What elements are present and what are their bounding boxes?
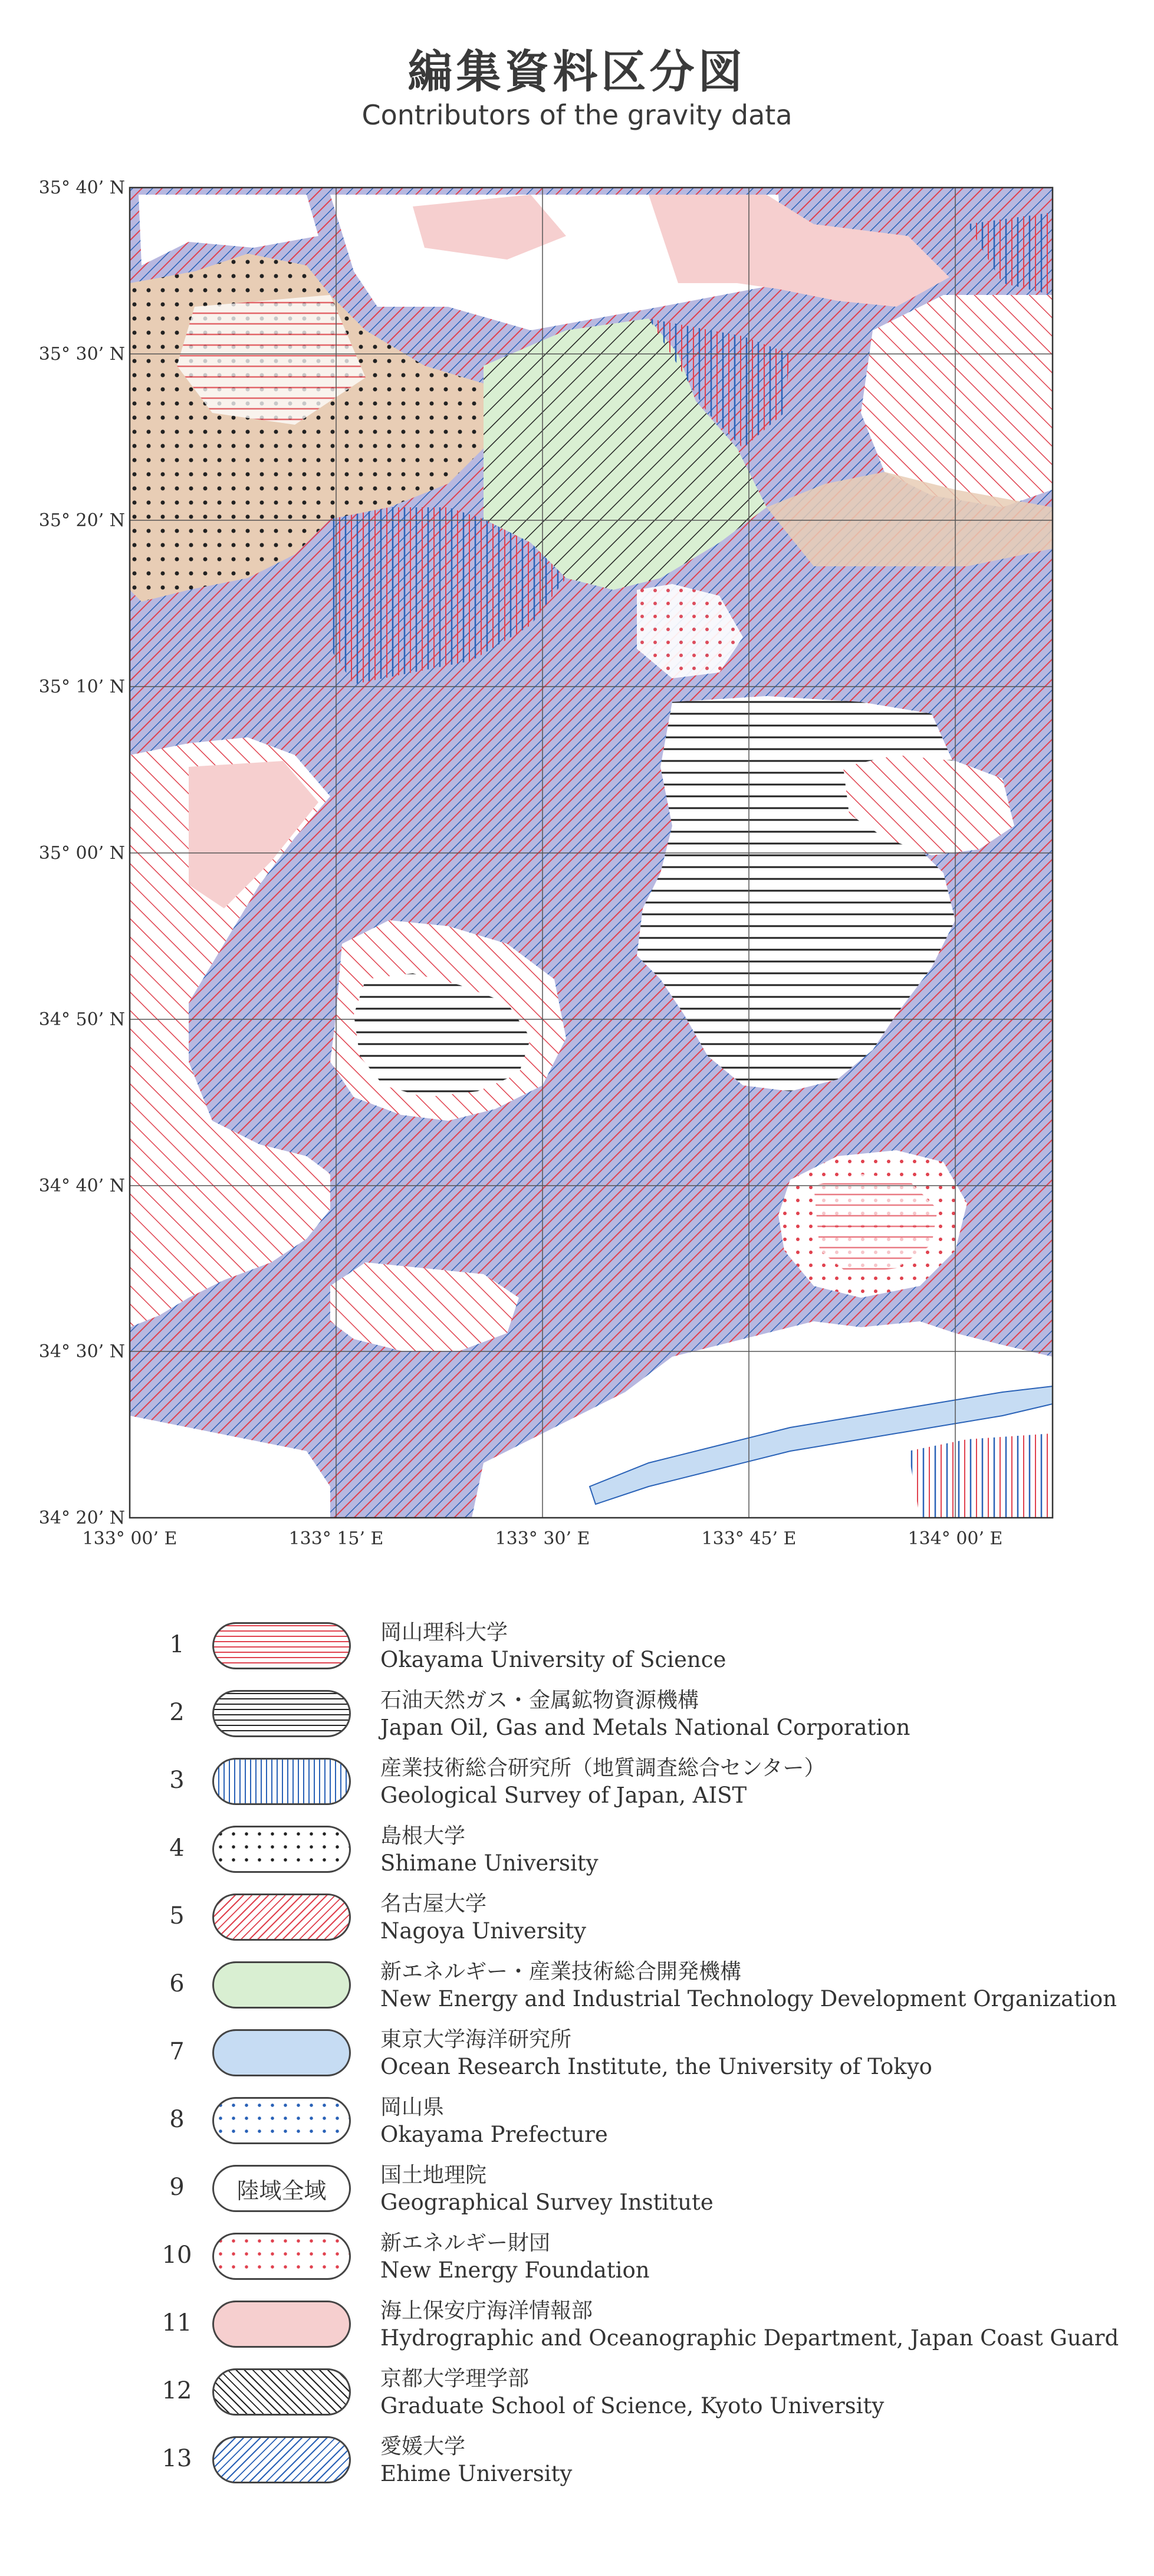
legend-swatch-text: 陸域全域 bbox=[212, 2165, 351, 2212]
lat-label: 35° 30’ N bbox=[38, 344, 125, 365]
legend-item bbox=[159, 2162, 1126, 2221]
legend-swatch-light-blue-fill bbox=[212, 2029, 351, 2076]
legend-swatch-blue-vertical bbox=[212, 1758, 351, 1805]
title-japanese: 編集資料区分図 bbox=[407, 45, 747, 98]
legend-label-ja: 東京大学海洋研究所 bbox=[380, 2027, 572, 2052]
legend-item bbox=[159, 2365, 1126, 2424]
legend-label-ja: 岡山県 bbox=[380, 2095, 445, 2119]
lat-label: 35° 40’ N bbox=[38, 178, 125, 198]
legend-label-ja: 国土地理院 bbox=[380, 2163, 487, 2187]
lon-label: 133° 15’ E bbox=[288, 1528, 384, 1549]
legend-label-en: New Energy Foundation bbox=[380, 2257, 650, 2283]
legend-swatch-red-dots bbox=[212, 2233, 351, 2280]
legend-label-ja: 新エネルギー・産業技術総合開発機構 bbox=[380, 1960, 742, 1984]
lat-label: 35° 00’ N bbox=[38, 843, 125, 864]
legend-number: 2 bbox=[169, 1699, 185, 1726]
legend-item bbox=[159, 1823, 1126, 1882]
lat-label: 35° 10’ N bbox=[38, 677, 125, 697]
lon-label: 133° 00’ E bbox=[82, 1528, 177, 1549]
legend-label-en: Japan Oil, Gas and Metals National Corporation bbox=[380, 1715, 910, 1740]
legend-label-en: Nagoya University bbox=[380, 1918, 587, 1944]
legend-label-en: Okayama University of Science bbox=[380, 1647, 726, 1672]
title-english: Contributors of the gravity data bbox=[361, 99, 793, 131]
legend-label-en: Hydrographic and Oceanographic Department, Japan Coast Guard bbox=[380, 2325, 1119, 2351]
legend-swatch-blue-diagonal bbox=[212, 2436, 351, 2483]
legend-item bbox=[159, 2230, 1126, 2289]
legend-label-en: Ocean Research Institute, the University of Tokyo bbox=[380, 2054, 932, 2079]
legend-number: 11 bbox=[162, 2309, 192, 2337]
lon-label: 133° 45’ E bbox=[701, 1528, 797, 1549]
legend-label-ja: 岡山理科大学 bbox=[380, 1620, 508, 1645]
legend-swatch-red-horizontal bbox=[212, 1622, 351, 1669]
legend-label-en: Geographical Survey Institute bbox=[380, 2190, 714, 2215]
legend-item bbox=[159, 2094, 1126, 2153]
legend-label-ja: 島根大学 bbox=[380, 1824, 466, 1848]
legend-number: 8 bbox=[169, 2106, 185, 2133]
legend-swatch-black-horizontal bbox=[212, 1690, 351, 1737]
legend-label-en: Geological Survey of Japan, AIST bbox=[380, 1783, 747, 1808]
legend-item bbox=[159, 1958, 1126, 2017]
legend-label-ja: 産業技術総合研究所（地質調査総合センター） bbox=[380, 1756, 826, 1780]
legend-label-en: Ehime University bbox=[380, 2461, 573, 2486]
legend-number: 10 bbox=[162, 2242, 192, 2269]
legend-number: 9 bbox=[169, 2174, 185, 2201]
legend-number: 7 bbox=[169, 2038, 185, 2065]
legend-item bbox=[159, 1755, 1126, 1814]
lat-label: 34° 50’ N bbox=[38, 1009, 125, 1030]
legend-number: 3 bbox=[169, 1767, 185, 1794]
lon-label: 133° 30’ E bbox=[495, 1528, 590, 1549]
legend-label-ja: 石油天然ガス・金属鉱物資源機構 bbox=[380, 1688, 699, 1712]
legend-swatch-black-diagonal bbox=[212, 2368, 351, 2416]
legend-swatch-pink-fill bbox=[212, 2301, 351, 2348]
legend-swatch-blue-dots bbox=[212, 2097, 351, 2144]
lat-label: 34° 20’ N bbox=[38, 1508, 125, 1528]
legend-swatch-black-dots bbox=[212, 1826, 351, 1873]
legend-number: 4 bbox=[169, 1835, 185, 1862]
legend-label-en: Graduate School of Science, Kyoto University bbox=[380, 2393, 885, 2419]
legend-item bbox=[159, 2026, 1126, 2085]
legend-number: 6 bbox=[169, 1970, 185, 1997]
legend-item bbox=[159, 1619, 1126, 1678]
lat-label: 35° 20’ N bbox=[38, 510, 125, 531]
legend-item bbox=[159, 1687, 1126, 1746]
lon-label: 134° 00’ E bbox=[908, 1528, 1003, 1549]
legend-label-ja: 京都大学理学部 bbox=[380, 2367, 530, 2391]
legend-number: 5 bbox=[169, 1902, 185, 1929]
legend-label-en: Shimane University bbox=[380, 1850, 599, 1876]
legend-label-ja: 海上保安庁海洋情報部 bbox=[380, 2299, 593, 2323]
legend-number: 1 bbox=[169, 1631, 185, 1658]
legend-label-ja: 新エネルギー財団 bbox=[380, 2231, 551, 2255]
lat-label: 34° 30’ N bbox=[38, 1341, 125, 1362]
legend-swatch-green-fill bbox=[212, 1961, 351, 2009]
legend-item bbox=[159, 2433, 1126, 2492]
legend-label-ja: 愛媛大学 bbox=[380, 2434, 466, 2459]
legend-item bbox=[159, 1891, 1126, 1950]
legend-number: 13 bbox=[162, 2445, 192, 2472]
legend-label-en: Okayama Prefecture bbox=[380, 2122, 608, 2147]
lat-label: 34° 40’ N bbox=[38, 1176, 125, 1196]
legend-swatch-red-diagonal bbox=[212, 1894, 351, 1941]
legend-label-en: New Energy and Industrial Technology Development Organization bbox=[380, 1986, 1117, 2011]
legend-item bbox=[159, 2298, 1126, 2357]
legend-number: 12 bbox=[162, 2377, 192, 2404]
legend-label-ja: 名古屋大学 bbox=[380, 1892, 487, 1916]
